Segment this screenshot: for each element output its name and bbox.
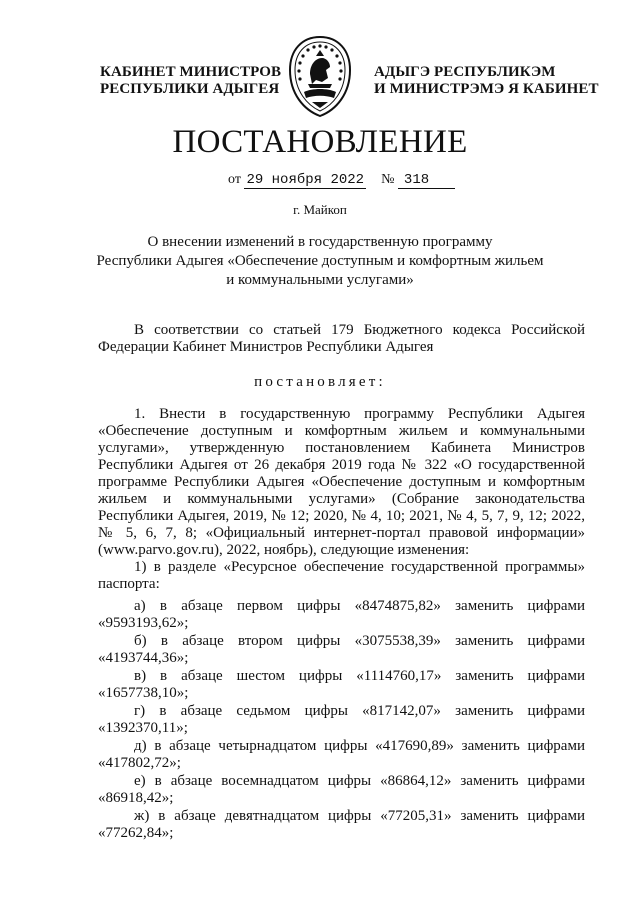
body-line: (www.parvo.gov.ru), 2022, ноябрь), следующие изменения: [98, 542, 470, 558]
amendment-line: ж) в абзаце девятнадцатом цифры «77205,31» заменить цифрами [134, 808, 585, 824]
body-line: Республики Адыгея от 26 декабря 2019 года № 322 «О государственной [98, 457, 585, 473]
amendment-line: г) в абзаце седьмом цифры «817142,07» заменить цифрами [134, 703, 585, 719]
amendment-line: «86918,42»; [98, 790, 174, 806]
city-name: г. Майкоп [293, 202, 347, 217]
body-line: Республики Адыгея, 2019, № 12; 2020, № 4, 10; 2021, № 4, 5, 7, 9, 12; 2022, [98, 508, 585, 524]
body-line: «Обеспечение доступным и комфортным жильем и коммунальными [98, 423, 585, 439]
org-name-adyghe [374, 64, 599, 98]
document-date: 29 ноября 2022 [246, 172, 365, 188]
amendment-line: «1392370,11»; [98, 720, 188, 736]
intro-line: В соответствии со статьей 179 Бюджетного кодекса Российской [134, 322, 585, 338]
amendment-line: «9593193,62»; [98, 615, 189, 631]
subject-line: и коммунальными услугами» [226, 272, 414, 288]
amendment-line: «1657738,10»; [98, 685, 189, 701]
subject-line: Республики Адыгея «Обеспечение доступным и комфортным жильем [96, 253, 544, 269]
body-line: услугами», утвержденную постановлением Кабинета Министров [98, 440, 585, 456]
amendment-line: «4193744,36»; [98, 650, 189, 666]
amendment-line: д) в абзаце четырнадцатом цифры «417690,89» заменить цифрами [134, 738, 585, 754]
amendment-line: б) в абзаце втором цифры «3075538,39» заменить цифрами [134, 633, 585, 649]
document-number: 318 [398, 172, 455, 189]
adygea-coat-of-arms-icon [286, 34, 354, 118]
body-line: 1. Внести в государственную программу Республики Адыгея [134, 406, 585, 422]
number-prefix: № [381, 172, 395, 187]
org-name-russian-line2: РЕСПУБЛИКИ АДЫГЕЯ [100, 81, 280, 97]
subject-line: О внесении изменений в государственную программу [147, 234, 493, 250]
body-line: паспорта: [98, 576, 160, 592]
date-number-line [228, 172, 455, 188]
body-line: программе Республики Адыгея «Обеспечение доступным и комфортным [98, 474, 585, 490]
resolution-word: постановляет: [254, 374, 386, 390]
intro-line: Федерации Кабинет Министров Республики Адыгея [98, 339, 434, 355]
body-line: № 5, 6, 7, 8; «Официальный интернет-портал правовой информации» [98, 525, 585, 541]
body-line: 1) в разделе «Ресурсное обеспечение государственной программы» [134, 559, 585, 575]
amendment-line: «77262,84»; [98, 825, 174, 841]
amendment-line: «417802,72»; [98, 755, 181, 771]
body-line: жильем и коммунальными услугами» (Собрание законодательства [98, 491, 585, 507]
amendment-line: в) в абзаце шестом цифры «1114760,17» заменить цифрами [134, 668, 585, 684]
org-name-adyghe-line2: И МИНИСТРЭМЭ Я КАБИНЕТ [374, 81, 599, 97]
document-subject [0, 233, 640, 290]
amendment-line: а) в абзаце первом цифры «8474875,82» заменить цифрами [134, 598, 585, 614]
document-title: ПОСТАНОВЛЕНИЕ [172, 124, 468, 160]
org-name-russian [100, 64, 281, 98]
org-name-russian-line1: КАБИНЕТ МИНИСТРОВ [100, 64, 282, 80]
org-name-adyghe-line1: АДЫГЭ РЕСПУБЛИКЭМ [374, 64, 556, 80]
date-prefix: от [228, 172, 241, 187]
amendment-line: е) в абзаце восемнадцатом цифры «86864,12» заменить цифрами [134, 773, 585, 789]
